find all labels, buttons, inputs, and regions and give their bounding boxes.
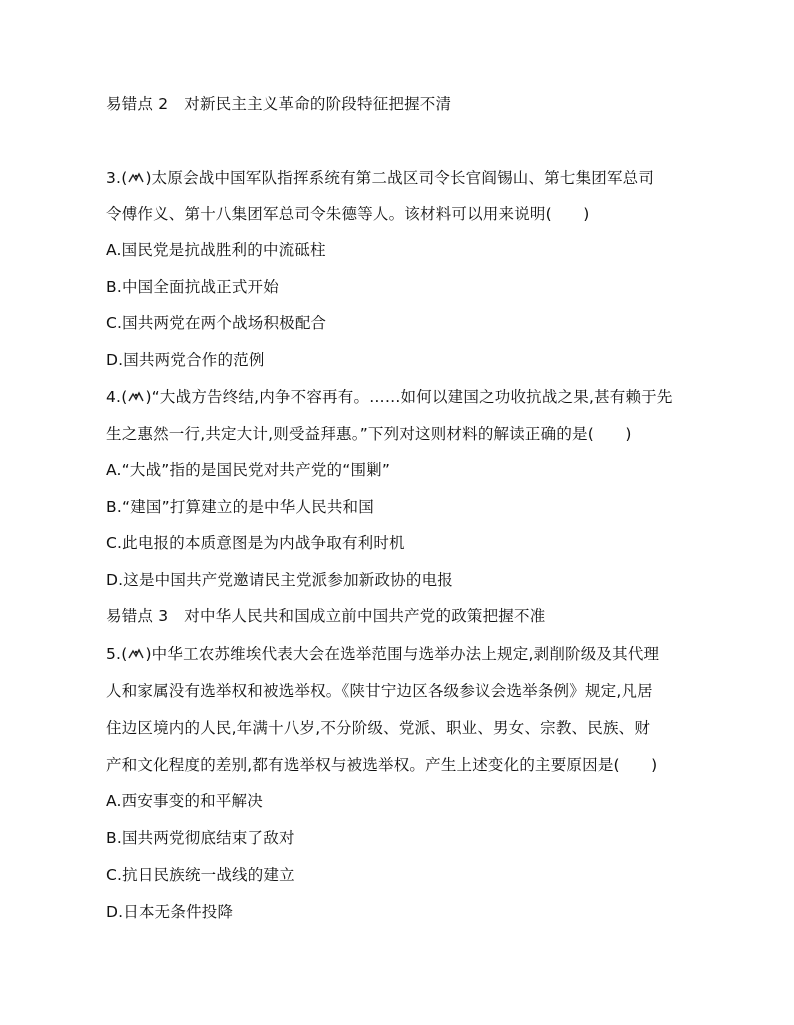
option-c: C.抗日民族统一战线的建立: [106, 866, 295, 884]
question-text: )中华工农苏维埃代表大会在选举范围与选举办法上规定,剥削阶级及其代理: [145, 645, 660, 663]
option-a: A.国民党是抗战胜利的中流砥柱: [106, 241, 326, 259]
question-4-stem-line-2: 生之惠然一行,共定大计,则受益拜惠。”下列对这则材料的解读正确的是( ): [106, 425, 632, 443]
option-c: C.国共两党在两个战场积极配合: [106, 314, 327, 332]
option-b: B.国共两党彻底结束了敌对: [106, 829, 295, 847]
option-a: A.“大战”指的是国民党对共产党的“围剿”: [106, 461, 391, 479]
option-d: D.日本无条件投降: [106, 903, 234, 921]
question-text: )“大战方告终结,内争不容再有。……如何以建国之功收抗战之果,甚有赖于先: [145, 388, 673, 406]
option-b: B.“建国”打算建立的是中华人民共和国: [106, 498, 374, 516]
question-number: 4.(: [106, 388, 128, 406]
question-3-stem-line-2: 令傅作义、第十八集团军总司令朱德等人。该材料可以用来说明( ): [106, 205, 590, 223]
question-number: 3.(: [106, 169, 128, 187]
section-title: 对新民主主义革命的阶段特征把握不清: [184, 95, 452, 113]
option-c: C.此电报的本质意图是为内战争取有利时机: [106, 534, 405, 552]
option-d: D.这是中国共产党邀请民主党派参加新政协的电报: [106, 571, 453, 589]
difficulty-star-icon: [127, 391, 145, 403]
section-label: 易错点 3: [106, 607, 169, 625]
question-text: )太原会战中国军队指挥系统有第二战区司令长官阎锡山、第七集团军总司: [145, 169, 655, 187]
option-b: B.中国全面抗战正式开始: [106, 278, 279, 296]
question-5-stem-line-2: 人和家属没有选举权和被选举权。《陕甘宁边区各级参议会选举条例》规定,凡居: [106, 682, 653, 700]
section-heading-3: [106, 606, 545, 626]
section-label: 易错点 2: [106, 95, 169, 113]
option-a: A.西安事变的和平解决: [106, 792, 263, 810]
question-3-stem-line-1: [106, 168, 654, 188]
question-5-stem-line-3: 住边区境内的人民,年满十八岁,不分阶级、党派、职业、男女、宗教、民族、财: [106, 719, 651, 737]
difficulty-star-icon: [127, 648, 145, 660]
question-5-stem-line-1: [106, 644, 659, 664]
question-4-stem-line-1: [106, 387, 673, 407]
question-5-stem-line-4: 产和文化程度的差别,都有选举权与被选举权。产生上述变化的主要原因是( ): [106, 756, 658, 774]
difficulty-star-icon: [127, 172, 145, 184]
option-d: D.国共两党合作的范例: [106, 351, 265, 369]
question-number: 5.(: [106, 645, 128, 663]
section-title: 对中华人民共和国成立前中国共产党的政策把握不准: [184, 607, 546, 625]
section-heading-2: [106, 94, 451, 114]
